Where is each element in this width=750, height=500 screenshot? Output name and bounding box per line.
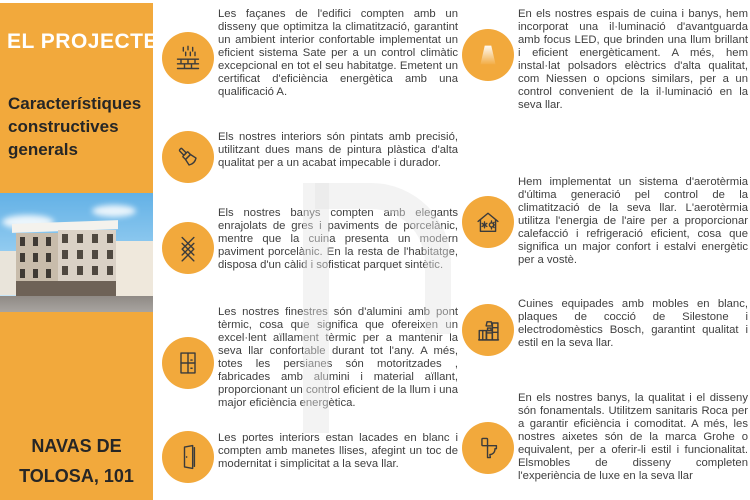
feature-icon-circle	[462, 196, 514, 248]
feature-icon-circle	[162, 222, 214, 274]
parquet-herringbone-icon	[174, 234, 202, 262]
photo-building-front-facade	[58, 230, 116, 283]
house-climate-icon	[474, 208, 502, 236]
feature-text: Els nostres banys compten amb elegants enrajolats de gres i paviments de porcelànic, mentre que la cuina presenta un modern paviment porcelànic. En la resta de l'habitatge, disposa d'un càlid i sofisticat parquet sintètic.	[218, 207, 458, 271]
photo-road	[0, 296, 153, 312]
feature-icon-circle	[462, 304, 514, 356]
feature-icon-circle	[162, 131, 214, 183]
photo-neighbor-building	[114, 241, 153, 297]
feature-text: Hem implementat un sistema d'aerotèrmia d'última generació pel control de la climatització de la seva llar. L'aerotèrmia utilitza l'energia de l'aire per a proporcionar calefacció i refrigeració eficient, cosa que significa un major confort i estalvi energètic per a vostè.	[518, 176, 748, 266]
photo-cloud	[92, 205, 136, 217]
sidebar-header	[0, 3, 158, 193]
feature-icon-circle	[462, 422, 514, 474]
sidebar-footer	[0, 312, 153, 500]
feature-text: Les façanes de l'edifici compten amb un disseny que optimitza la climatització, garantint un ambient interior confortable implementat un eficient sistema Sate per a un control climàtic excepcional en tot el seu habitatge. Emetent un certificat d'eficiència energètica amb una qualificació A.	[218, 8, 458, 98]
project-address: NAVAS DE TOLOSA, 101	[19, 436, 134, 486]
building-photo	[0, 193, 153, 312]
feature-text: Els nostres interiors són pintats amb precisió, utilitzant dues mans de pintura plàstica d'alta qualitat per a un acabat impecable i durador.	[218, 131, 458, 169]
feature-icon-circle	[462, 29, 514, 81]
photo-building-side-facade	[16, 233, 58, 283]
door-icon	[174, 443, 202, 471]
brick-wall-icon	[174, 44, 202, 72]
page-title: EL PROJECTE	[7, 30, 158, 53]
feature-text: En els nostres espais de cuina i banys, hem incorporat una il·luminació d'avantguarda amb focus LED, que brinden una llum brillant i eficient energèticament. A més, hem instal·lat polsadors elèctrics d'alta qualitat, com Niessen o opcions similars, per a un control convenient de la il·luminació en la seva llar.	[518, 8, 748, 111]
page-subtitle: Característiques constructives generals	[8, 94, 142, 159]
window-icon	[174, 349, 202, 377]
kitchen-icon	[474, 316, 502, 344]
feature-text: Cuines equipades amb mobles en blanc, plaques de cocció de Silestone i electrodomèstics Bosch, garantint qualitat i estil en la seva llar.	[518, 298, 748, 349]
feature-icon-circle	[162, 337, 214, 389]
photo-building-ground-floor	[16, 281, 116, 296]
feature-icon-circle	[162, 32, 214, 84]
feature-text: Les portes interiors estan lacades en blanc i compten amb manetes llises, afegint un toc de modernitat i simplicitat a la seva llar.	[218, 432, 458, 470]
paint-brush-icon	[174, 143, 202, 171]
feature-text: En els nostres banys, la qualitat i el disseny són fonamentals. Utilitzem sanitaris Roca per a garantir eficiència i comoditat. A més, les nostres aixetes són de la marca Grohe o equivalent, per a oferir-li estil i funcionalitat. Elsmobles de disseny completen l'experiència de luxe en la seva llar	[518, 392, 748, 482]
toilet-icon	[474, 434, 502, 462]
feature-icon-circle	[162, 431, 214, 483]
led-light-icon	[474, 41, 502, 69]
feature-text: Les nostres finestres són d'alumini amb pont tèrmic, cosa que significa que ofereixen un excel·lent aïllament tèrmic per a mantenir la seva llar confortable durant tot l'any. A més, totes les persianes són motoritzades , fabricades amb alumini i material aïllant, proporcionant un control eficient de la llum i una major eficiència energètica.	[218, 306, 458, 409]
